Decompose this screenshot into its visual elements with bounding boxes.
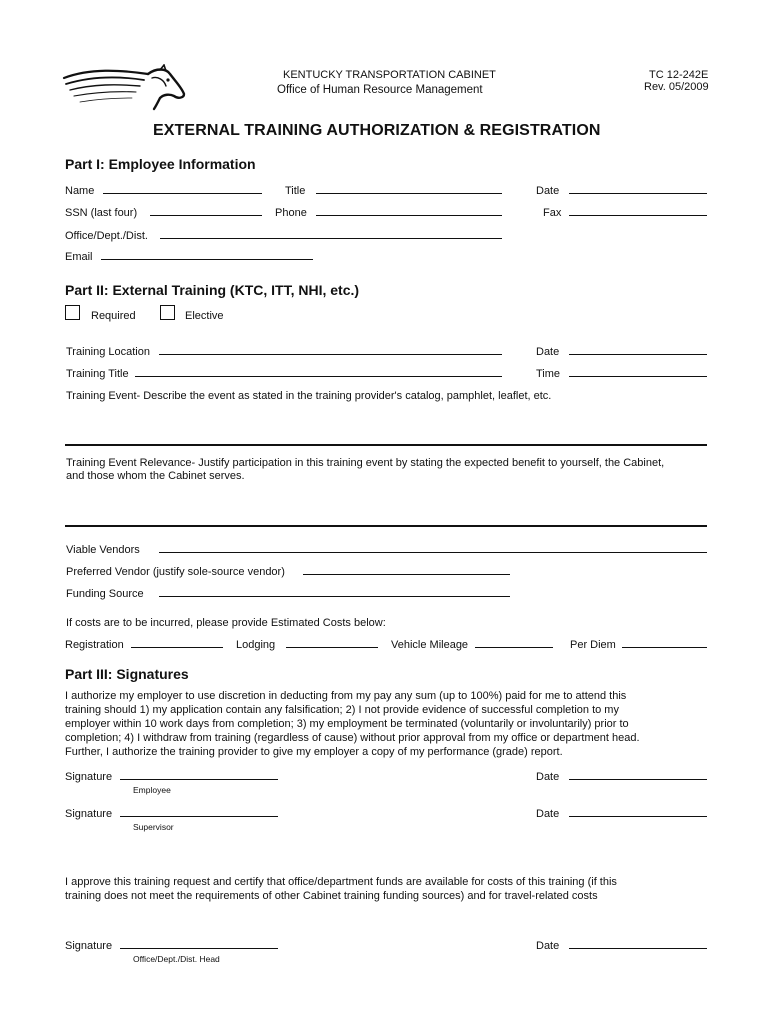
location-field[interactable] [159, 354, 502, 355]
agency-name: KENTUCKY TRANSPORTATION CABINET [283, 69, 496, 81]
date-field-2[interactable] [569, 354, 707, 355]
name-label: Name [65, 185, 95, 197]
authorization-line-4: completion; 4) I withdraw from training (regardless of cause) without prior approval from my office or department head. [65, 732, 640, 744]
form-revision: Rev. 05/2009 [644, 81, 709, 93]
elective-label: Elective [185, 310, 224, 322]
funding-field[interactable] [159, 596, 510, 597]
training-event-label: Training Event- Describe the event as stated in the training provider's catalog, pamphlet, leaflet, etc. [66, 390, 552, 402]
approval-text [65, 875, 617, 903]
horse-head-logo [60, 64, 190, 112]
head-date-field[interactable] [569, 948, 707, 949]
lodging-label: Lodging [236, 639, 276, 651]
perdiem-field[interactable] [622, 647, 707, 648]
costs-intro: If costs are to be incurred, please provide Estimated Costs below: [66, 617, 386, 629]
preferred-vendor-field[interactable] [303, 574, 510, 575]
fax-field[interactable] [569, 215, 707, 216]
supervisor-signature-label: Signature [65, 808, 113, 820]
required-label: Required [91, 310, 136, 322]
phone-field[interactable] [316, 215, 502, 216]
head-caption: Office/Dept./Dist. Head [133, 954, 220, 964]
authorization-line-2: training should 1) my application contain any falsification; 2) I not provide evidence of successful completion to my [65, 704, 619, 716]
supervisor-signature-field[interactable] [120, 816, 278, 817]
fax-label: Fax [543, 207, 562, 219]
registration-label: Registration [65, 639, 124, 651]
authorization-line-3: employer within 10 work days from completion; 3) my employment be terminated (voluntarily or involuntarily) prior to [65, 718, 629, 730]
part3-heading: Part III: Signatures [65, 666, 189, 682]
head-signature-field[interactable] [120, 948, 278, 949]
approval-line-1: I approve this training request and certify that office/department funds are available for costs of this training (if this [65, 876, 617, 888]
ssn-label: SSN (last four) [65, 207, 138, 219]
office-field[interactable] [160, 238, 502, 239]
date-label-2: Date [536, 346, 560, 358]
relevance-line-2: and those whom the Cabinet serves. [66, 470, 245, 482]
mileage-label: Vehicle Mileage [391, 639, 469, 651]
email-field[interactable] [101, 259, 313, 260]
authorization-line-5: Further, I authorize the training provider to give my employer a copy of my performance (grade) report. [65, 746, 563, 758]
employee-date-field[interactable] [569, 779, 707, 780]
vendors-field[interactable] [159, 552, 707, 553]
training-title-label: Training Title [66, 368, 129, 380]
date-field-1[interactable] [569, 193, 707, 194]
relevance-field[interactable] [65, 525, 707, 527]
relevance-line-1: Training Event Relevance- Justify participation in this training event by stating the expected benefit to yourself, the Cabinet, [66, 457, 665, 469]
title-label: Title [285, 185, 306, 197]
office-label: Office/Dept./Dist. [65, 230, 148, 242]
time-field[interactable] [569, 376, 707, 377]
time-label: Time [536, 368, 561, 380]
training-event-field[interactable] [65, 444, 707, 446]
employee-signature-field[interactable] [120, 779, 278, 780]
phone-label: Phone [275, 207, 307, 219]
supervisor-caption: Supervisor [133, 822, 174, 832]
supervisor-date-field[interactable] [569, 816, 707, 817]
funding-label: Funding Source [66, 588, 144, 600]
page-title: EXTERNAL TRAINING AUTHORIZATION & REGISTRATION [153, 122, 601, 139]
part1-heading: Part I: Employee Information [65, 156, 256, 172]
employee-caption: Employee [133, 785, 171, 795]
date-label-1: Date [536, 185, 560, 197]
mileage-field[interactable] [475, 647, 553, 648]
form-number: TC 12-242E [649, 69, 709, 81]
authorization-text [65, 689, 640, 759]
registration-field[interactable] [131, 647, 223, 648]
approval-line-2: training does not meet the requirements of other Cabinet training funding sources) and for travel-related costs [65, 890, 598, 902]
preferred-vendor-label: Preferred Vendor (justify sole-source vendor) [66, 566, 285, 578]
head-date-label: Date [536, 940, 560, 952]
supervisor-date-label: Date [536, 808, 560, 820]
required-checkbox[interactable] [65, 305, 80, 320]
training-title-field[interactable] [135, 376, 502, 377]
email-label: Email [65, 251, 93, 263]
name-field[interactable] [103, 193, 262, 194]
lodging-field[interactable] [286, 647, 378, 648]
office-name: Office of Human Resource Management [277, 84, 483, 96]
vendors-label: Viable Vendors [66, 544, 140, 556]
head-signature-label: Signature [65, 940, 113, 952]
employee-date-label: Date [536, 771, 560, 783]
employee-signature-label: Signature [65, 771, 113, 783]
perdiem-label: Per Diem [570, 639, 616, 651]
part2-heading: Part II: External Training (KTC, ITT, NHI, etc.) [65, 282, 360, 298]
title-field[interactable] [316, 193, 502, 194]
location-label: Training Location [66, 346, 150, 358]
authorization-line-1: I authorize my employer to use discretion in deducting from my pay any sum (up to 100%) paid for me to attend this [65, 690, 627, 702]
ssn-field[interactable] [150, 215, 262, 216]
elective-checkbox[interactable] [160, 305, 175, 320]
